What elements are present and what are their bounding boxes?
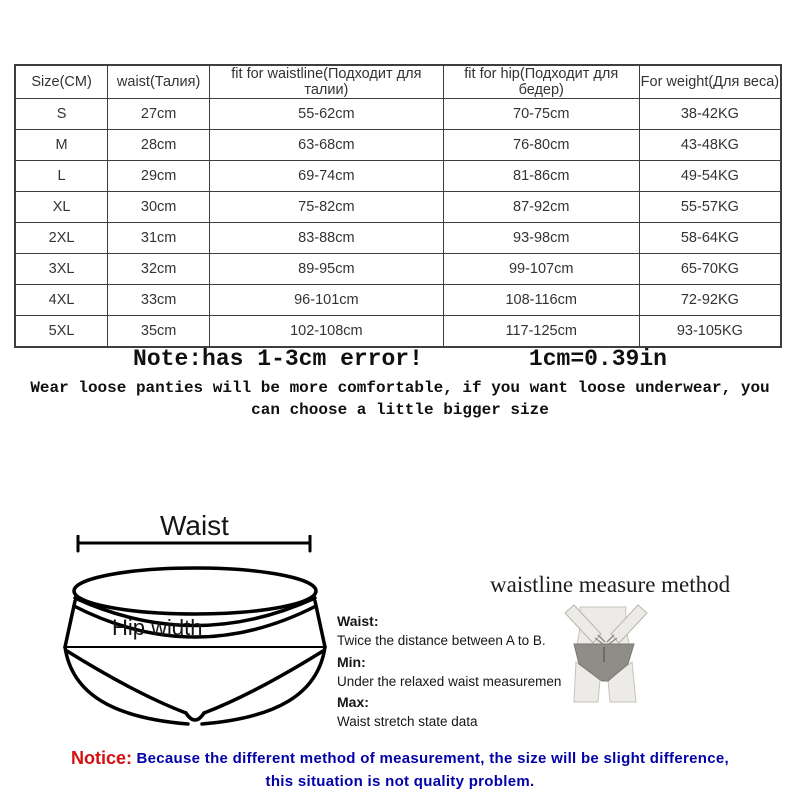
table-cell: 99-107cm <box>443 254 639 285</box>
table-cell: 87-92cm <box>443 192 639 223</box>
table-cell: 55-57KG <box>639 192 781 223</box>
measure-body-waist: Twice the distance between A to B. <box>337 633 546 648</box>
table-row <box>15 161 781 192</box>
measure-body-max: Waist stretch state data <box>337 714 478 729</box>
table-cell: 72-92KG <box>639 285 781 316</box>
note-advice-line2: can choose a little bigger size <box>251 401 549 419</box>
notice-label: Notice: <box>71 748 133 768</box>
figure-illustration <box>560 602 652 704</box>
table-row <box>15 316 781 348</box>
table-cell: 93-105KG <box>639 316 781 348</box>
table-cell: 76-80cm <box>443 130 639 161</box>
table-row <box>15 254 781 285</box>
table-cell: 5XL <box>15 316 108 348</box>
note-error-line <box>0 346 800 372</box>
table-row <box>15 223 781 254</box>
table-cell: 33cm <box>108 285 210 316</box>
table-cell: 43-48KG <box>639 130 781 161</box>
measure-heading-max: Max: <box>337 694 369 710</box>
table-cell: XL <box>15 192 108 223</box>
table-header-cell: fit for waistline(Подходит для талии) <box>210 65 444 99</box>
table-cell: 102-108cm <box>210 316 444 348</box>
hip-width-label: Hip width <box>112 615 203 640</box>
waist-measurement-line <box>78 536 310 551</box>
figure-body <box>565 605 647 702</box>
table-cell: M <box>15 130 108 161</box>
table-cell: 83-88cm <box>210 223 444 254</box>
table-row <box>15 130 781 161</box>
table-cell: 93-98cm <box>443 223 639 254</box>
table-cell: 29cm <box>108 161 210 192</box>
measure-body-min: Under the relaxed waist measuremen <box>337 673 562 689</box>
table-cell: 117-125cm <box>443 316 639 348</box>
table-header-row <box>15 65 781 99</box>
table-cell: 96-101cm <box>210 285 444 316</box>
table-row <box>15 192 781 223</box>
table-cell: 49-54KG <box>639 161 781 192</box>
size-table <box>14 64 782 348</box>
note-advice-line1: Wear loose panties will be more comfortable, if you want loose underwear, you <box>30 379 770 397</box>
table-cell: 70-75cm <box>443 99 639 130</box>
table-cell: 108-116cm <box>443 285 639 316</box>
table-cell: 2XL <box>15 223 108 254</box>
table-cell: 35cm <box>108 316 210 348</box>
table-cell: S <box>15 99 108 130</box>
table-row <box>15 99 781 130</box>
table-cell: 27cm <box>108 99 210 130</box>
measure-method-title: waistline measure method <box>490 572 731 597</box>
table-cell: 63-68cm <box>210 130 444 161</box>
measure-heading-waist: Waist: <box>337 613 379 629</box>
table-cell: 65-70KG <box>639 254 781 285</box>
table-cell: 69-74cm <box>210 161 444 192</box>
table-cell: 89-95cm <box>210 254 444 285</box>
measure-method-text <box>337 613 562 735</box>
table-cell: 38-42KG <box>639 99 781 130</box>
note-error-text: Note:has 1-3cm error! <box>133 346 423 372</box>
table-cell: 31cm <box>108 223 210 254</box>
table-cell: 75-82cm <box>210 192 444 223</box>
table-cell: 55-62cm <box>210 99 444 130</box>
table-row <box>15 285 781 316</box>
notice-line2: this situation is not quality problem. <box>265 773 535 790</box>
table-header-cell: For weight(Для веса) <box>639 65 781 99</box>
table-header-cell: Size(CM) <box>15 65 108 99</box>
table-header-cell: waist(Талия) <box>108 65 210 99</box>
table-cell: 3XL <box>15 254 108 285</box>
table-header-cell: fit for hip(Подходит для бедер) <box>443 65 639 99</box>
notice-line1 <box>0 748 800 769</box>
panty-outline <box>65 568 325 724</box>
waist-label: Waist <box>160 510 229 541</box>
table-cell: 30cm <box>108 192 210 223</box>
table-cell: 28cm <box>108 130 210 161</box>
table-cell: L <box>15 161 108 192</box>
note-conversion-text: 1cm=0.39in <box>528 346 667 372</box>
notice-text1: Because the different method of measurement, the size will be slight difference, <box>136 750 729 767</box>
measure-heading-min: Min: <box>337 653 366 670</box>
table-cell: 81-86cm <box>443 161 639 192</box>
table-cell: 32cm <box>108 254 210 285</box>
table-cell: 58-64KG <box>639 223 781 254</box>
table-cell: 4XL <box>15 285 108 316</box>
